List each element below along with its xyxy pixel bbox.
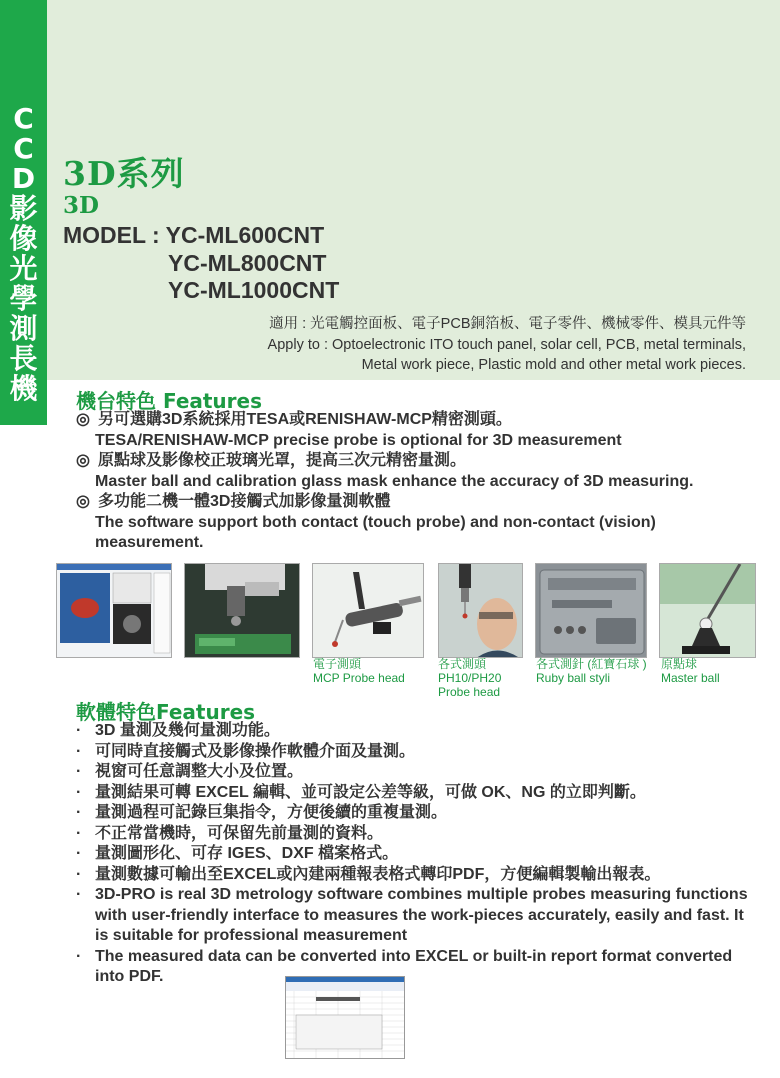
- feature-zh: 另可選購3D系統採用TESA或RENISHAW-MCP精密測頭。: [98, 411, 512, 428]
- software-feature-text: 視窗可任意調整大小及位置。: [95, 763, 304, 780]
- category-char: 學: [9, 282, 38, 315]
- category-char: 影: [9, 192, 38, 225]
- category-char: C: [13, 132, 34, 165]
- category-char: D: [11, 162, 36, 195]
- software-feature-item: [76, 947, 756, 988]
- caption-en: Ruby ball styli: [536, 671, 611, 685]
- category-char: 像: [9, 222, 38, 255]
- software-feature-item: [76, 721, 756, 742]
- master-ball-photo: [659, 563, 756, 658]
- bullet: ·: [76, 947, 82, 965]
- feature-mark: ◎: [76, 493, 90, 510]
- software-feature-text: 不正常當機時，可保留先前量測的資料。: [95, 824, 384, 842]
- application-en: Metal work piece, Plastic mold and other metal work pieces.: [361, 357, 746, 373]
- software-feature-text: 量測結果可轉 EXCEL 編輯、並可設定公差等級，可做 OK、NG 的立即判斷。: [95, 783, 646, 801]
- excel-report-screenshot: [285, 976, 405, 1059]
- caption-zh: 各式測針 (紅寶石球 ): [536, 657, 647, 671]
- feature-zh: 多功能二機一體3D接觸式加影像量測軟體: [98, 493, 391, 510]
- software-feature-list: [76, 721, 756, 988]
- model-name: YC-ML1000CNT: [168, 277, 340, 303]
- feature-item: [76, 492, 756, 554]
- caption-en: Probe head: [438, 685, 501, 699]
- model-name: YC-ML800CNT: [168, 250, 327, 276]
- category-char: 機: [9, 372, 38, 405]
- photo-caption: [661, 657, 720, 685]
- software-feature-item: [76, 742, 756, 763]
- application-text: [186, 314, 746, 376]
- model-label: MODEL : YC-ML600CNT: [63, 222, 325, 248]
- category-char: 長: [9, 342, 38, 375]
- feature-list: [76, 410, 756, 554]
- bullet: ·: [76, 763, 82, 780]
- bullet: ·: [76, 845, 82, 862]
- software-features-heading: 軟體特色Features: [76, 700, 256, 724]
- caption-zh: 各式測頭: [438, 657, 487, 671]
- product-photo-row: [56, 563, 756, 658]
- bullet: ·: [76, 783, 82, 801]
- software-feature-item: [76, 844, 756, 865]
- probe-head-photo: [438, 563, 523, 658]
- machine-photo: [184, 563, 300, 658]
- software-feature-item: [76, 824, 756, 845]
- software-feature-item: [76, 865, 756, 886]
- application-en: Apply to : Optoelectronic ITO touch panel, solar cell, PCB, metal terminals,: [267, 336, 746, 353]
- caption-zh: 電子測頭: [313, 657, 362, 671]
- feature-mark: ◎: [76, 411, 90, 428]
- caption-en: Master ball: [661, 671, 720, 685]
- category-sidebar: [0, 0, 47, 425]
- mcp-probe-photo: [312, 563, 424, 658]
- software-feature-text: 3D-PRO is real 3D metrology software combines multiple probes measuring functions with user-friendly interface to measures the work-pieces accurately, easily and fast. It is suitable for professional measurement: [95, 886, 748, 944]
- category-char: 測: [9, 312, 38, 345]
- series-subtitle: 3D: [63, 192, 99, 219]
- software-feature-text: 量測過程可記錄巨集指令，方便後續的重複量測。: [95, 804, 448, 821]
- series-title: 3D系列: [63, 154, 185, 193]
- category-char: 光: [9, 252, 38, 285]
- category-label: [0, 104, 47, 404]
- feature-en: Master ball and calibration glass mask enhance the accuracy of 3D measuring.: [95, 472, 694, 490]
- bullet: ·: [76, 804, 82, 821]
- feature-en: The software support both contact (touch probe) and non-contact (vision) measurement.: [95, 513, 656, 551]
- bullet: ·: [76, 742, 82, 760]
- feature-mark: ◎: [76, 452, 90, 469]
- feature-en: TESA/RENISHAW-MCP precise probe is optional for 3D measurement: [95, 431, 622, 449]
- software-screenshot-photo: [56, 563, 172, 658]
- photo-caption: [536, 657, 647, 685]
- caption-en: MCP Probe head: [313, 671, 405, 685]
- bullet: ·: [76, 865, 82, 883]
- feature-item: [76, 410, 756, 451]
- caption-zh: 原點球: [661, 657, 698, 671]
- photo-caption: [313, 657, 405, 685]
- software-feature-text: 量測圖形化、可存 IGES、DXF 檔案格式。: [95, 845, 399, 862]
- caption-en: PH10/PH20: [438, 671, 502, 685]
- styli-kit-photo: [535, 563, 647, 658]
- photo-caption: [438, 657, 501, 699]
- feature-zh: 原點球及影像校正玻璃光罩，提高三次元精密量測。: [98, 452, 467, 469]
- application-zh: 適用 : 光電觸控面板、電子PCB銅箔板、電子零件、機械零件、模具元件等: [269, 316, 746, 332]
- features-heading: 機台特色 Features: [76, 389, 263, 413]
- software-feature-item: [76, 885, 756, 947]
- bullet: ·: [76, 824, 82, 842]
- software-feature-text: 可同時直接觸式及影像操作軟體介面及量測。: [95, 742, 416, 760]
- software-feature-text: 量測數據可輸出至EXCEL或內建兩種報表格式轉印PDF，方便編輯製輸出報表。: [95, 865, 661, 883]
- bullet: ·: [76, 886, 82, 903]
- software-feature-item: [76, 762, 756, 783]
- software-feature-text: 3D 量測及幾何量測功能。: [95, 722, 280, 739]
- software-feature-text: The measured data can be converted into EXCEL or built-in report format converted into PDF.: [95, 947, 733, 985]
- software-feature-item: [76, 783, 756, 804]
- bullet: ·: [76, 722, 82, 739]
- category-char: C: [13, 102, 34, 135]
- software-feature-item: [76, 803, 756, 824]
- feature-item: [76, 451, 756, 492]
